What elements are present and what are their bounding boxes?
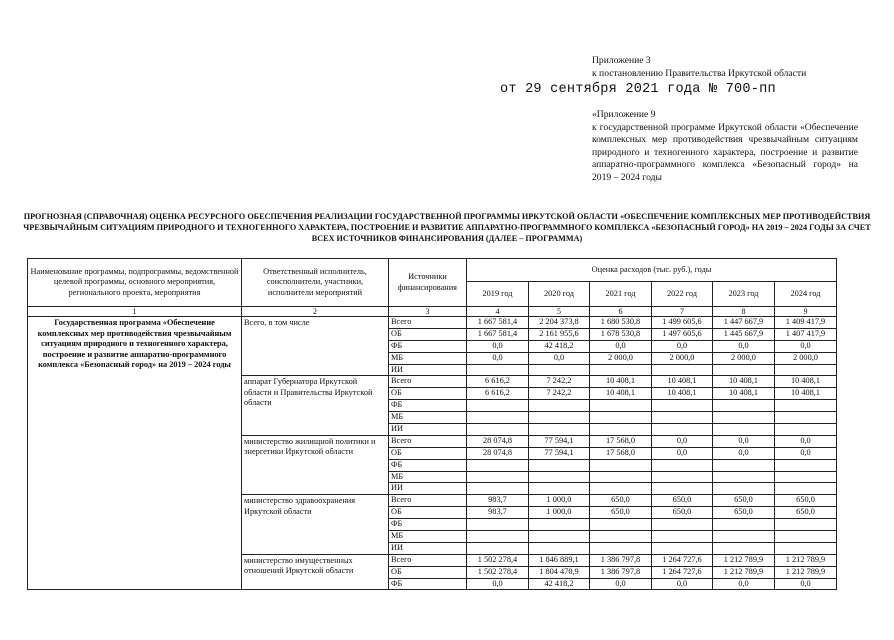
funding-source-cell: ОБ — [389, 388, 467, 400]
amount-cell: 0,0 — [652, 340, 713, 352]
amount-cell — [652, 542, 713, 554]
funding-source-cell: МБ — [389, 412, 467, 424]
amount-cell: 1 502 278,4 — [467, 554, 529, 566]
appendix-9-label: «Приложение 9 — [592, 109, 656, 120]
amount-cell: 10 408,1 — [652, 388, 713, 400]
column-number: 6 — [590, 307, 652, 317]
funding-source-cell: МБ — [389, 531, 467, 543]
executor-cell: аппарат Губернатора Иркутской области и Правительства Иркутской области — [242, 376, 389, 435]
amount-cell — [652, 364, 713, 376]
amount-cell: 1 667 581,4 — [467, 328, 529, 340]
amount-cell — [529, 400, 590, 412]
resource-table — [27, 258, 837, 590]
amount-cell — [775, 531, 837, 543]
amount-cell: 6 616,2 — [467, 388, 529, 400]
decree-reference: к постановлению Правительства Иркутской области — [592, 68, 807, 79]
funding-source-cell: Всего — [389, 554, 467, 566]
column-number: 5 — [529, 307, 590, 317]
column-number: 1 — [28, 307, 242, 317]
amount-cell: 0,0 — [467, 352, 529, 364]
amount-cell: 0,0 — [775, 435, 837, 447]
amount-cell — [775, 483, 837, 495]
amount-cell — [529, 542, 590, 554]
amount-cell — [652, 459, 713, 471]
appendix-label: Приложение 3 — [592, 55, 651, 66]
amount-cell: 17 568,0 — [590, 435, 652, 447]
amount-cell: 1 264 727,6 — [652, 566, 713, 578]
amount-cell — [467, 459, 529, 471]
header-year: 2024 год — [775, 282, 837, 307]
column-number: 7 — [652, 307, 713, 317]
funding-source-cell: ИИ — [389, 483, 467, 495]
header-year: 2022 год — [652, 282, 713, 307]
funding-source-cell: Всего — [389, 495, 467, 507]
funding-source-cell: Всего — [389, 435, 467, 447]
amount-cell — [713, 519, 775, 531]
header-executor: Ответственный исполнитель, соисполнители, участники, исполнители мероприятий — [242, 259, 389, 307]
amount-cell — [713, 400, 775, 412]
amount-cell — [467, 400, 529, 412]
amount-cell: 0,0 — [590, 340, 652, 352]
amount-cell: 1 497 605,6 — [652, 328, 713, 340]
amount-cell — [652, 471, 713, 483]
funding-source-cell: ОБ — [389, 328, 467, 340]
funding-source-cell: МБ — [389, 352, 467, 364]
amount-cell — [529, 471, 590, 483]
amount-cell: 77 594,1 — [529, 435, 590, 447]
amount-cell: 0,0 — [713, 447, 775, 459]
amount-cell: 10 408,1 — [590, 388, 652, 400]
amount-cell: 7 242,2 — [529, 376, 590, 388]
amount-cell — [590, 400, 652, 412]
header-name: Наименование программы, подпрограммы, ведомственной целевой программы, основного мероприятия, регионального проекта, мероприятия — [28, 259, 242, 307]
column-number: 8 — [713, 307, 775, 317]
amount-cell: 6 616,2 — [467, 376, 529, 388]
funding-source-cell: МБ — [389, 471, 467, 483]
amount-cell: 10 408,1 — [590, 376, 652, 388]
column-number: 2 — [242, 307, 389, 317]
amount-cell — [713, 364, 775, 376]
amount-cell — [652, 412, 713, 424]
amount-cell — [467, 471, 529, 483]
funding-source-cell: ФБ — [389, 400, 467, 412]
amount-cell — [775, 471, 837, 483]
amount-cell: 10 408,1 — [652, 376, 713, 388]
amount-cell: 650,0 — [590, 507, 652, 519]
amount-cell: 650,0 — [713, 507, 775, 519]
amount-cell — [590, 424, 652, 436]
amount-cell — [775, 400, 837, 412]
column-number: 9 — [775, 307, 837, 317]
amount-cell: 10 408,1 — [775, 376, 837, 388]
amount-cell — [713, 531, 775, 543]
amount-cell: 650,0 — [775, 495, 837, 507]
amount-cell: 10 408,1 — [775, 388, 837, 400]
amount-cell — [652, 400, 713, 412]
amount-cell — [713, 459, 775, 471]
amount-cell: 1 212 789,9 — [713, 566, 775, 578]
amount-cell: 1 409 417,9 — [775, 317, 837, 329]
header-year: 2019 год — [467, 282, 529, 307]
amount-cell — [590, 483, 652, 495]
amount-cell — [467, 519, 529, 531]
amount-cell: 28 074,8 — [467, 447, 529, 459]
amount-cell — [652, 531, 713, 543]
funding-source-cell: Всего — [389, 376, 467, 388]
amount-cell — [529, 483, 590, 495]
amount-cell: 0,0 — [713, 435, 775, 447]
amount-cell: 10 408,1 — [713, 388, 775, 400]
amount-cell: 1 680 530,8 — [590, 317, 652, 329]
amount-cell: 7 242,2 — [529, 388, 590, 400]
amount-cell: 0,0 — [713, 578, 775, 590]
amount-cell: 650,0 — [652, 507, 713, 519]
amount-cell — [529, 424, 590, 436]
amount-cell: 10 408,1 — [713, 376, 775, 388]
amount-cell — [467, 483, 529, 495]
amount-cell: 1 447 667,9 — [713, 317, 775, 329]
amount-cell: 77 594,1 — [529, 447, 590, 459]
funding-source-cell: ОБ — [389, 507, 467, 519]
header-estimate: Оценка расходов (тыс. руб.), годы — [467, 259, 837, 282]
amount-cell: 0,0 — [652, 447, 713, 459]
amount-cell: 42 418,2 — [529, 578, 590, 590]
amount-cell: 983,7 — [467, 507, 529, 519]
amount-cell: 17 568,0 — [590, 447, 652, 459]
amount-cell — [590, 531, 652, 543]
amount-cell — [713, 542, 775, 554]
amount-cell — [775, 459, 837, 471]
amount-cell — [529, 412, 590, 424]
executor-cell: министерство здравоохранения Иркутской области — [242, 495, 389, 554]
amount-cell: 2 000,0 — [652, 352, 713, 364]
funding-source-cell: ОБ — [389, 447, 467, 459]
amount-cell — [590, 364, 652, 376]
column-number: 3 — [389, 307, 467, 317]
amount-cell: 1 000,0 — [529, 507, 590, 519]
amount-cell — [713, 424, 775, 436]
amount-cell: 2 204 373,8 — [529, 317, 590, 329]
amount-cell — [775, 424, 837, 436]
amount-cell: 983,7 — [467, 495, 529, 507]
header-year: 2021 год — [590, 282, 652, 307]
amount-cell — [775, 542, 837, 554]
amount-cell — [529, 459, 590, 471]
amount-cell: 1 212 789,9 — [713, 554, 775, 566]
amount-cell — [590, 542, 652, 554]
amount-cell: 0,0 — [529, 352, 590, 364]
amount-cell: 0,0 — [467, 340, 529, 352]
amount-cell: 1 667 581,4 — [467, 317, 529, 329]
amount-cell — [713, 471, 775, 483]
amount-cell: 28 074,8 — [467, 435, 529, 447]
amount-cell: 650,0 — [652, 495, 713, 507]
amount-cell: 0,0 — [652, 435, 713, 447]
amount-cell: 1 407 417,9 — [775, 328, 837, 340]
amount-cell — [467, 424, 529, 436]
funding-source-cell: ФБ — [389, 459, 467, 471]
amount-cell — [529, 519, 590, 531]
amount-cell: 1 386 797,8 — [590, 554, 652, 566]
amount-cell: 650,0 — [775, 507, 837, 519]
amount-cell: 2 000,0 — [713, 352, 775, 364]
amount-cell: 1 212 789,9 — [775, 566, 837, 578]
funding-source-cell: ИИ — [389, 424, 467, 436]
program-description: к государственной программе Иркутской области «Обеспечение комплексных мер противодействия чрезвычайным ситуациям природного и техногенного характера, построение и развитие аппаратно-программного комплекса «Безопасный город» на 2019 – 2024 годы — [592, 122, 858, 183]
funding-source-cell: ФБ — [389, 578, 467, 590]
header-year: 2023 год — [713, 282, 775, 307]
table-row — [28, 317, 837, 329]
column-number: 4 — [467, 307, 529, 317]
amount-cell — [467, 531, 529, 543]
amount-cell: 2 000,0 — [775, 352, 837, 364]
decree-date-number: от 29 сентября 2021 года № 700-пп — [500, 82, 776, 97]
amount-cell: 1 264 727,6 — [652, 554, 713, 566]
amount-cell — [713, 412, 775, 424]
amount-cell — [590, 519, 652, 531]
amount-cell — [713, 483, 775, 495]
executor-cell: министерство имущественных отношений Иркутской области — [242, 554, 389, 590]
amount-cell: 0,0 — [467, 578, 529, 590]
executor-cell: министерство жилищной политики и энергетики Иркутской области — [242, 435, 389, 494]
amount-cell — [590, 412, 652, 424]
amount-cell: 1 678 530,8 — [590, 328, 652, 340]
amount-cell — [467, 364, 529, 376]
amount-cell — [775, 364, 837, 376]
amount-cell: 42 418,2 — [529, 340, 590, 352]
amount-cell — [467, 412, 529, 424]
amount-cell: 1 445 667,9 — [713, 328, 775, 340]
amount-cell: 0,0 — [590, 578, 652, 590]
amount-cell: 1 804 470,9 — [529, 566, 590, 578]
amount-cell: 650,0 — [590, 495, 652, 507]
amount-cell: 0,0 — [775, 447, 837, 459]
amount-cell: 1 846 889,1 — [529, 554, 590, 566]
amount-cell: 0,0 — [713, 340, 775, 352]
amount-cell: 2 161 955,6 — [529, 328, 590, 340]
amount-cell — [652, 424, 713, 436]
document-title: ПРОГНОЗНАЯ (СПРАВОЧНАЯ) ОЦЕНКА РЕСУРСНОГО ОБЕСПЕЧЕНИЯ РЕАЛИЗАЦИИ ГОСУДАРСТВЕННОЙ ПРОГРАММЫ ИРКУТСКОЙ ОБЛАСТИ «ОБЕСПЕЧЕНИЕ КОМПЛЕКСНЫХ МЕР ПРОТИВОДЕЙСТВИЯ ЧРЕЗВЫЧАЙНЫМ СИТУАЦИЯМ ПРИРОДНОГО И ТЕХНОГЕННОГО ХАРАКТЕРА, ПОСТРОЕНИЕ И РАЗВИТИЕ АППАРАТНО-ПРОГРАММНОГО КОМПЛЕКСА «БЕЗОПАСНЫЙ ГОРОД» НА 2019 – 2024 ГОДЫ ЗА СЧЕТ ВСЕХ ИСТОЧНИКОВ ФИНАНСИРОВАНИЯ (ДАЛЕЕ – ПРОГРАММА) — [23, 212, 871, 243]
amount-cell — [652, 483, 713, 495]
funding-source-cell: ИИ — [389, 364, 467, 376]
program-name-cell: Государственная программа «Обеспечение комплексных мер противодействия чрезвычайным ситуациям природного и техногенного характера, построение и развитие аппаратно-программного комплекса «Безопасный город» на 2019 – 2024 годы — [28, 317, 242, 590]
table-body — [28, 317, 837, 590]
amount-cell — [652, 519, 713, 531]
amount-cell — [467, 542, 529, 554]
funding-source-cell: Всего — [389, 317, 467, 329]
amount-cell: 0,0 — [775, 578, 837, 590]
amount-cell: 1 499 605,6 — [652, 317, 713, 329]
amount-cell: 1 386 797,8 — [590, 566, 652, 578]
amount-cell: 0,0 — [652, 578, 713, 590]
funding-source-cell: ФБ — [389, 519, 467, 531]
header-source: Источники финансирования — [389, 259, 467, 307]
amount-cell — [529, 364, 590, 376]
amount-cell: 1 000,0 — [529, 495, 590, 507]
header-year: 2020 год — [529, 282, 590, 307]
executor-cell: Всего, в том числе — [242, 317, 389, 376]
amount-cell — [775, 412, 837, 424]
amount-cell — [775, 519, 837, 531]
amount-cell: 1 502 278,4 — [467, 566, 529, 578]
amount-cell: 650,0 — [713, 495, 775, 507]
amount-cell — [529, 531, 590, 543]
amount-cell: 2 000,0 — [590, 352, 652, 364]
funding-source-cell: ОБ — [389, 566, 467, 578]
amount-cell — [590, 459, 652, 471]
amount-cell: 0,0 — [775, 340, 837, 352]
amount-cell — [590, 471, 652, 483]
funding-source-cell: ИИ — [389, 542, 467, 554]
funding-source-cell: ФБ — [389, 340, 467, 352]
amount-cell: 1 212 789,9 — [775, 554, 837, 566]
